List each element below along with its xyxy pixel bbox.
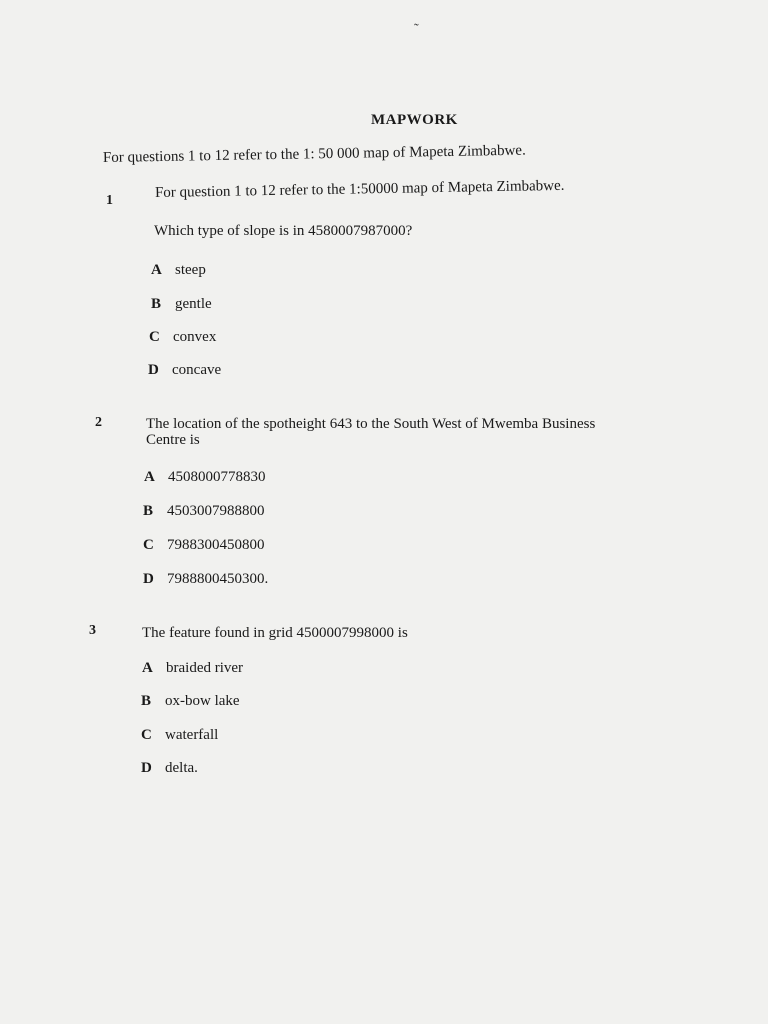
option-letter: B — [141, 693, 152, 709]
option-text: delta. — [165, 760, 198, 776]
option-c — [141, 727, 218, 744]
question-text: The feature found in grid 4500007998000 is — [142, 625, 408, 641]
page-mark: ˜ — [414, 22, 419, 37]
option-a — [151, 262, 206, 279]
option-letter: B — [151, 296, 162, 312]
question-text — [146, 416, 595, 448]
option-letter: C — [149, 329, 160, 345]
option-c — [143, 537, 265, 554]
option-letter: D — [141, 760, 152, 776]
option-text: 4503007988800 — [167, 503, 265, 519]
option-text: ox-bow lake — [165, 693, 240, 709]
option-b — [141, 693, 240, 710]
question-number: 2 — [95, 415, 102, 430]
question-subtext: Which type of slope is in 4580007987000? — [154, 223, 413, 239]
question-text-line: The location of the spotheight 643 to the South West of Mwemba Business — [146, 416, 596, 432]
option-letter: B — [143, 503, 154, 519]
option-text: 7988300450800 — [167, 537, 265, 553]
question-number: 1 — [106, 193, 113, 208]
option-d — [143, 571, 268, 588]
option-text: steep — [175, 262, 206, 278]
page-title: MAPWORK — [371, 112, 458, 128]
option-text: waterfall — [165, 727, 219, 743]
option-letter: C — [141, 727, 152, 743]
option-text: concave — [172, 362, 222, 378]
option-c — [149, 329, 216, 346]
option-text: gentle — [175, 296, 212, 312]
option-text: convex — [173, 329, 217, 345]
option-text: 4508000778830 — [168, 469, 266, 485]
option-d — [148, 362, 221, 379]
option-letter: A — [144, 469, 155, 485]
instructions: For questions 1 to 12 refer to the 1: 50 000 map of Mapeta Zimbabwe. — [102, 142, 526, 166]
option-text: 7988800450300. — [167, 571, 269, 587]
option-letter: C — [143, 537, 154, 553]
option-b — [151, 296, 212, 313]
option-text: braided river — [166, 660, 244, 676]
question-number: 3 — [89, 623, 96, 638]
option-letter: D — [143, 571, 154, 587]
option-b — [143, 503, 265, 520]
question-text: For question 1 to 12 refer to the 1:50000 map of Mapeta Zimbabwe. — [154, 177, 565, 201]
option-letter: A — [142, 660, 153, 676]
option-d — [141, 760, 198, 777]
question-text-line: Centre is — [146, 432, 200, 448]
option-letter: D — [148, 362, 159, 378]
option-a — [144, 469, 266, 486]
option-letter: A — [151, 262, 162, 278]
option-a — [142, 660, 243, 677]
